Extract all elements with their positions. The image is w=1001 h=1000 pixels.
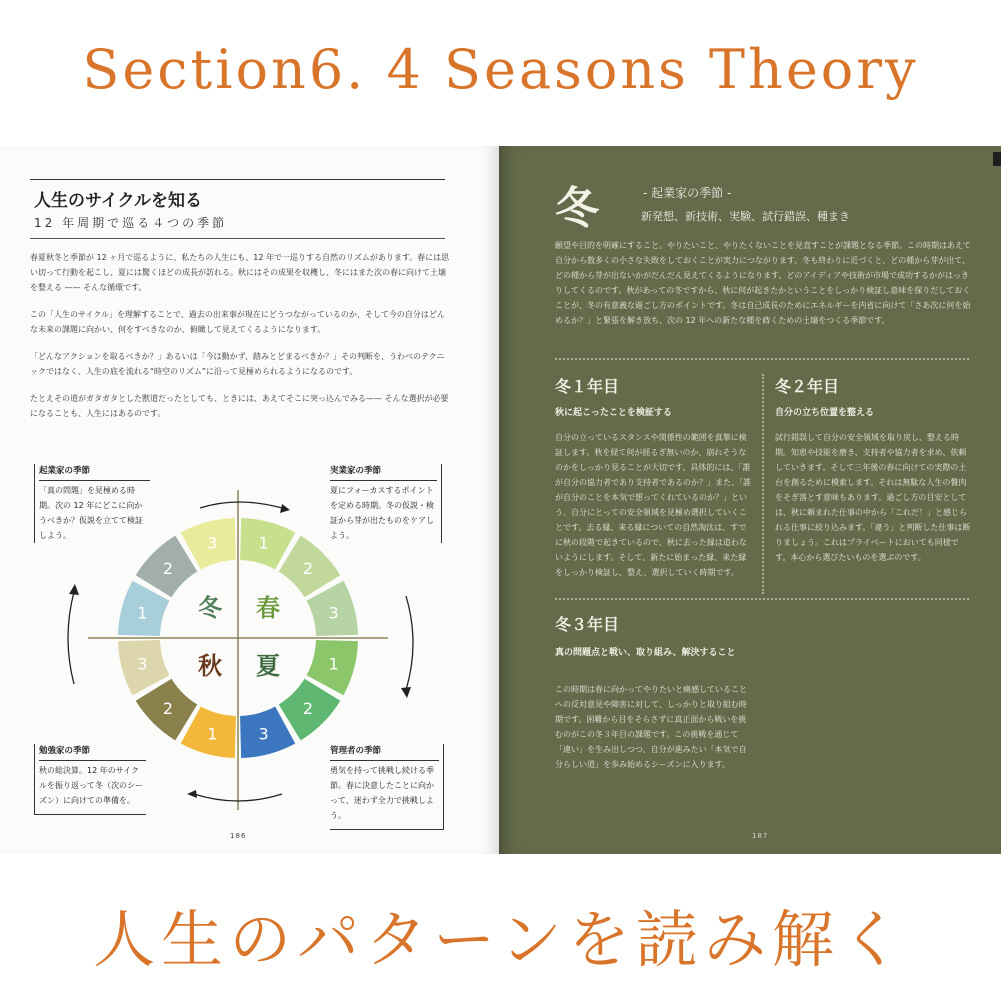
cycle-arrow-bottom-head bbox=[187, 790, 197, 798]
cycle-arrow-top-head bbox=[280, 504, 290, 513]
note-title: 実業家の季節 bbox=[330, 464, 437, 481]
year3-title: 冬３年目 bbox=[555, 615, 620, 634]
note-title: 勉強家の季節 bbox=[39, 744, 146, 761]
year3-body: この時期は春に向かってやりたいと痛感していることへの反対意見や障害に対して、しっかりと取り組む時期です。困難から目をそらさずに真正面から戦いを挑むのがこの冬３年目の課題です。この挑戦を通じて「違い」を生み出しつつ、自分が進みたい「本気で自分らしい道」を歩み始めるシーズンに入ります。 bbox=[555, 685, 747, 769]
heading-rule-top bbox=[30, 179, 445, 180]
note-business-season bbox=[330, 464, 442, 543]
note-entrepreneur-season bbox=[34, 464, 150, 543]
note-body: 勇気を持って挑戦し続ける季節。春に決意したことに向かって、迷わず全力で挑戦しよう。 bbox=[330, 766, 434, 820]
season-intro: 願望や目的を明確にすること。やりたいこと、やりたくないことを見直すことが課題となる季節。この時期はあえて自分から数多くの小さな失敗をしておくことが実力につながります。冬も終わりに近づくと、どの種から芽が出て、どの種から芽が出ないかがだんだん見えてくるようになります。どのアイディアや技術が市場で成功するかがはっきりしてくるのです。秋があっての冬ですから、秋に何が起きたかということをしっかり検証し意味を探りだしておくことが、冬の有意義な過ごし方のポイントです。冬は自己成長のためにエネルギーを内省に向けて「さあ次に何を始めるか？」と緊張を解き放ち、次の 12 年への新たな種を蒔くための土壌をつくる季節です。 bbox=[555, 241, 971, 325]
note-body: 夏にフォーカスするポイントを定める時期。冬の仮説・検証から芽が出たものをケアしよう。 bbox=[330, 486, 434, 540]
year2-body: 試行錯誤して自分の安全領域を取り戻し、整える時期。知恵や技能を磨き、支持者や協力者を求め、依頼していきます。そして三年後の春に向けての実際の土台を創るために模索します。それは無駄な人生の贅肉をそぎ落とす意味もあります。過ごし方の目安としては、秋に頼まれた仕事の中から「これだ！」と感じられる仕事に絞り込みます。「違う」と判断した仕事は断りましょう。これはプライベートにおいても同様です。本心から選びたいものを選ぶのです。 bbox=[775, 433, 971, 562]
year1-body: 自分の立っているスタンスや関係性の範囲を真摯に検証します。秋を経て何が揺るぎ無いのか、崩れそうなのかをしっかり見ることが大切です。具体的には、「誰が自分の協力者であり支持者であるのか？」また、「誰が自分のことを本気で想ってくれているのか？」という、自分にとっての安全領域を見極め選択していくことです。去る縁、来る縁についての自然淘汰は、すでに秋の段階で起きているので、秋に去った縁は追わないようにします。そして、新たに始まった縁、来た縁をしっかり検証し、整え、選択していく時期です。 bbox=[555, 433, 751, 577]
year1-title: 冬１年目 bbox=[555, 377, 620, 396]
cycle-arrow-right-head bbox=[401, 687, 411, 698]
body-paragraph: 「どんなアクションを取るべきか？」あるいは「今は動かず、踏みとどまるべきか？」その判断を、うわべのテクニックではなく、人生の底を流れる“時空のリズム”に沿って見極められるようになるのです。 bbox=[30, 352, 445, 376]
wheel-segment-label: 2 bbox=[302, 558, 314, 578]
year3-subtitle: 真の問題点と戦い、取り組み、解決すること bbox=[555, 648, 736, 658]
right-page bbox=[499, 146, 1001, 854]
book-spread bbox=[0, 146, 1001, 854]
wheel-segment-label: 2 bbox=[302, 699, 314, 719]
note-body: 「真の問題」を見極める時期。次の 12 年にどこに向かうべきか？仮説を立てて検証しよう。 bbox=[39, 486, 143, 540]
wheel-segment-label: 3 bbox=[328, 603, 339, 623]
body-paragraph: たとえその道がガタガタとした獣道だったとしても、ときには、あえてそこに突っ込んでみる—— そんな選択が必要になることも、人生にはあるのです。 bbox=[30, 394, 449, 418]
wheel-segment-label: 1 bbox=[258, 533, 269, 553]
note-body: 秋の総決算。12 年のサイクルを振り返って冬（次のシーズン）に向けての準備を。 bbox=[39, 766, 143, 805]
body-paragraph: この「人生のサイクル」を理解することで、過去の出来事が現在にどうつながっているのか、そして今の自分はどんな未来の課題に向かい、何をすべきなのか、俯瞰して見えてくるようになります。 bbox=[30, 310, 445, 334]
cycle-arrow-left bbox=[68, 592, 74, 684]
cycle-arrow-right bbox=[406, 596, 413, 690]
note-title: 管理者の季節 bbox=[330, 744, 439, 761]
wheel-segment-label: 1 bbox=[207, 724, 218, 744]
column-divider bbox=[762, 374, 764, 594]
page-corner-tab bbox=[993, 152, 1001, 166]
page-number: 187 bbox=[752, 832, 769, 840]
body-paragraph: 春夏秋冬と季節が 12 ヶ月で巡るように、私たちの人生にも、12 年で一巡りする自然のリズムがあります。春には思い切って行動を起こし、夏には驚くほどの成長が訪れる。秋にはその成果を収穫し、冬にはまた次の春に向けて土壌を整える —— そんな循環です。 bbox=[30, 253, 450, 292]
season-keywords: 新発想、新技術、実験、試行錯誤、種まき bbox=[641, 210, 850, 223]
section-divider bbox=[555, 358, 969, 360]
wheel-segment-label: 2 bbox=[162, 699, 174, 719]
left-page-body bbox=[30, 250, 450, 433]
note-manager-season bbox=[330, 744, 444, 830]
wheel-segment-label: 1 bbox=[328, 654, 339, 674]
season-label: - 起業家の季節 - bbox=[643, 186, 732, 200]
left-page-heading: 人生のサイクルを知る bbox=[34, 191, 202, 211]
page-number: 186 bbox=[230, 832, 247, 840]
autumn-label: 秋 bbox=[198, 652, 222, 680]
left-page bbox=[0, 146, 499, 854]
tagline: 人生のパターンを読み解く bbox=[93, 903, 908, 976]
left-page-subheading: 12 年周期で巡る４つの季節 bbox=[34, 216, 228, 230]
wheel-segment-label: 1 bbox=[137, 603, 148, 623]
spring-label: 春 bbox=[256, 594, 280, 622]
cycle-arrow-top bbox=[200, 502, 282, 508]
note-title: 起業家の季節 bbox=[39, 464, 150, 481]
heading-rule-bottom bbox=[30, 238, 445, 239]
note-scholar-season bbox=[34, 744, 146, 815]
winter-label: 冬 bbox=[198, 594, 222, 622]
wheel-segment-label: 2 bbox=[162, 558, 174, 578]
cycle-arrow-left-head bbox=[69, 584, 79, 595]
wheel-segment-label: 3 bbox=[137, 654, 148, 674]
year2-subtitle: 自分の立ち位置を整える bbox=[775, 408, 875, 418]
section-divider bbox=[555, 598, 969, 600]
section-title: Section6. 4 Seasons Theory bbox=[82, 38, 919, 101]
year2-title: 冬２年目 bbox=[775, 377, 840, 396]
year1-subtitle: 秋に起こったことを検証する bbox=[555, 408, 672, 418]
wheel-segment-label: 3 bbox=[207, 533, 218, 553]
winter-kanji: 冬 bbox=[555, 183, 599, 234]
summer-label: 夏 bbox=[256, 652, 280, 680]
wheel-segment-label: 3 bbox=[258, 724, 269, 744]
